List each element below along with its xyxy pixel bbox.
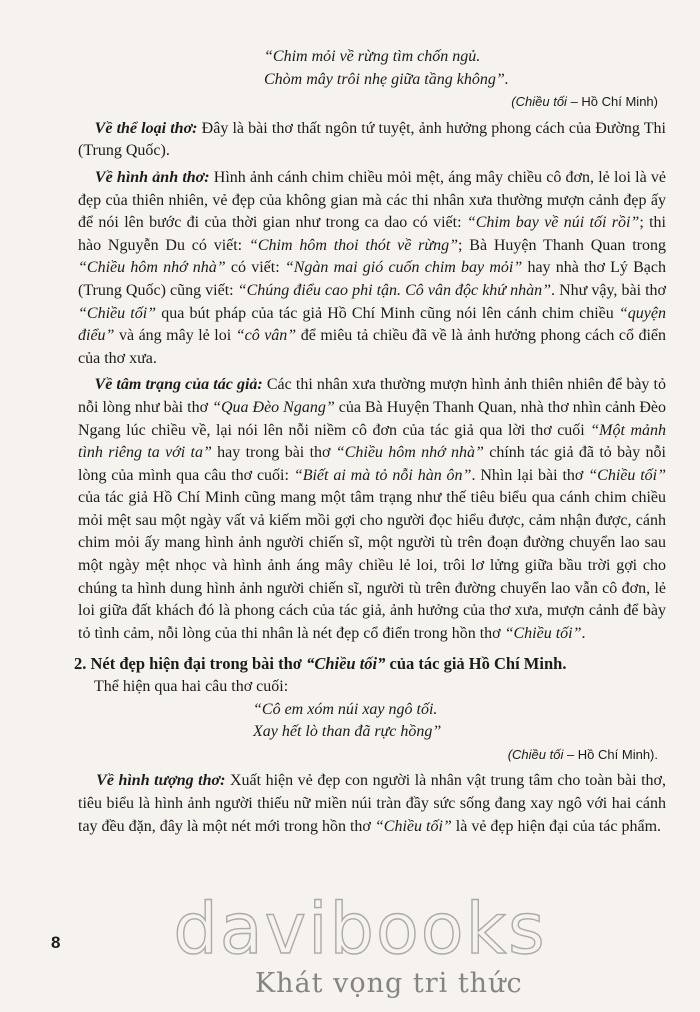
poem-line: Chòm mây trôi nhẹ giữa tầng không”. (264, 70, 509, 88)
paragraph-text: Xuất hiện vẻ đẹp con người là nhân vật trung tâm cho toàn bài thơ, tiêu biểu là hình ảnh người thiếu nữ miền núi tràn đầy sức sống đang xay ngô với hai cánh tay đều đặn, đây là một nét mới trong hồn thơ (78, 772, 667, 835)
inline-quote: “Một mảnh tình riêng ta với ta” (78, 421, 666, 462)
citation-author: – Hồ Chí Minh). (563, 746, 658, 762)
heading-text: 2. Nét đẹp hiện đại trong bài thơ (74, 654, 307, 674)
paragraph-text: chính tác giả đã tỏ bày nỗi lòng của mình qua câu thơ cuối: (78, 444, 667, 484)
poem-citation-1: (Chiều tối – Hồ Chí Minh) (511, 94, 658, 110)
intro-text: Thể hiện qua hai câu thơ cuối: (94, 678, 289, 696)
paragraph-text: ; thi hào Nguyễn Du có viết: (78, 214, 666, 254)
inline-quote: “Biết ai mà tỏ nỗi hàn ôn” (293, 466, 472, 484)
paragraph-text: có viết: (225, 259, 285, 277)
inline-quote: “cô vân” (235, 327, 297, 345)
inline-quote: “quyện điểu” (78, 304, 666, 345)
document-body (74, 46, 667, 838)
citation-author: – Hồ Chí Minh) (566, 94, 658, 110)
inline-quote: “Ngàn mai gió cuốn chim bay mỏi” (284, 259, 523, 277)
paragraph-lead: Về hình tượng thơ: (96, 772, 226, 790)
paragraph-text: Các thi nhân xưa thường mượn hình ảnh thiên nhiên để bày tỏ nỗi lòng như bài thơ (78, 376, 666, 416)
paragraph-figure (78, 770, 666, 838)
paragraph-text: của Bà Huyện Thanh Quan, nhà thơ nhìn cảnh Đèo Ngang lúc chiều về, lại nói lên nỗi niềm cô đơn của tác giả qua lời thơ cuối (78, 398, 667, 439)
inline-quote: “Chiều tối” (588, 466, 667, 484)
inline-quote: “Chiều hôm nhớ nhà” (78, 259, 226, 277)
poem-line: Xay hết lò than đã rực hồng” (253, 723, 442, 741)
paragraph-text: hay nhà thơ Lý Bạch (Trung Quốc) cũng viết: (78, 259, 666, 299)
watermark-brand: davibooks (173, 888, 547, 970)
poem-citation-2: (Chiều tối – Hồ Chí Minh). (507, 746, 658, 762)
paragraph-genre (78, 118, 666, 163)
paragraph-text: qua bút pháp của tác giả Hồ Chí Minh cũng nói lên cánh chim chiều (156, 304, 619, 322)
inline-quote: “Chúng điểu cao phi tận. Cô vân độc khứ nhàn” (237, 281, 551, 299)
paragraph-lead: Về hình ảnh thơ: (94, 168, 210, 186)
section-intro (78, 676, 666, 699)
heading-text: của tác giả Hồ Chí Minh. (385, 654, 567, 674)
paragraph-lead: Về tâm trạng của tác giả: (94, 376, 263, 394)
poem-line: “Chim mỏi về rừng tìm chốn ngủ. (264, 48, 481, 65)
paragraph-text: . Như vậy, bài thơ (551, 281, 667, 299)
paragraph-text: Hình ảnh cánh chim chiều mỏi mệt, áng mây chiều cô đơn, lẻ loi là vẻ đẹp của thiên nhiên, vẻ đẹp của không gian mà các thi nhân xưa thường mượn cảnh đẹp ấy để nói lên bước đi của thời gian như trong ca dao có viết: (78, 168, 667, 232)
inline-quote: “Chiều tối” (374, 817, 452, 835)
paragraph-imagery (78, 167, 666, 370)
watermark-slogan: Khát vọng tri thức (255, 968, 523, 999)
citation-title: Chiều tối (512, 746, 564, 762)
paragraph-text: Đây là bài thơ thất ngôn tứ tuyệt, ảnh hưởng phong cách của Đường Thi (Trung Quốc). (78, 119, 667, 160)
poem-line: “Cô em xóm núi xay ngô tối. (253, 700, 438, 718)
inline-quote: “Qua Đèo Ngang” (212, 398, 335, 416)
paragraph-text: ; Bà Huyện Thanh Quan trong (458, 236, 667, 254)
page-number: 8 (51, 933, 61, 952)
inline-quote: “Chim hôm thoi thót về rừng” (248, 236, 459, 254)
inline-quote: “Chiều hôm nhớ nhà” (335, 444, 484, 462)
poem-quote-2 (78, 699, 666, 744)
section-heading-2 (74, 653, 666, 676)
poem-quote-1 (78, 46, 666, 91)
paragraph-mood (78, 374, 666, 645)
paragraph-text: hay trong bài thơ (211, 444, 336, 462)
citation-title: Chiều tối (515, 94, 567, 110)
inline-quote: “Chiều tối” (78, 304, 157, 322)
paragraph-text: của tác giả Hồ Chí Minh cũng mang một tâm trạng như thế tiêu biểu qua cánh chim chiều mỏi mệt sau một ngày vất vả kiếm mồi gợi cho người đọc hiểu được, cảm nhận được, cánh chim mỏi ấy mang hình ảnh người chiến sĩ, một người tù trên đoạn đường chuyển lao sau một ngày mệt nhọc và hình ảnh áng mây chiều lẻ loi, trôi lơ lửng giữa bầu trời gợi cho chúng ta hình dung hình ảnh người chiến sĩ, người tù trên đường chuyển lao vẫn cô đơn, lẻ loi giữa đất khách đó là phong cách của tác giả, ảnh hưởng của thơ xưa, mượn cảnh để bày tỏ tình cảm, nỗi lòng của thi nhân là nét đẹp cổ điển trong hồn thơ (78, 489, 666, 642)
paragraph-text: và áng mây lẻ loi (114, 327, 236, 345)
paragraph-text: . Nhìn lại bài thơ (471, 466, 589, 484)
heading-title: “Chiều tối” (306, 654, 386, 674)
paragraph-text: . (581, 624, 586, 642)
inline-quote: “Chiều tối” (504, 624, 582, 642)
inline-quote: “Chim bay về núi tối rồi” (466, 214, 640, 232)
paragraph-text: để miêu tả chiều đã về là ảnh hưởng phong cách cổ điển của thơ xưa. (78, 327, 667, 367)
paragraph-lead: Về thể loại thơ: (94, 119, 198, 137)
paragraph-text: là vẻ đẹp hiện đại của tác phẩm. (451, 817, 662, 835)
